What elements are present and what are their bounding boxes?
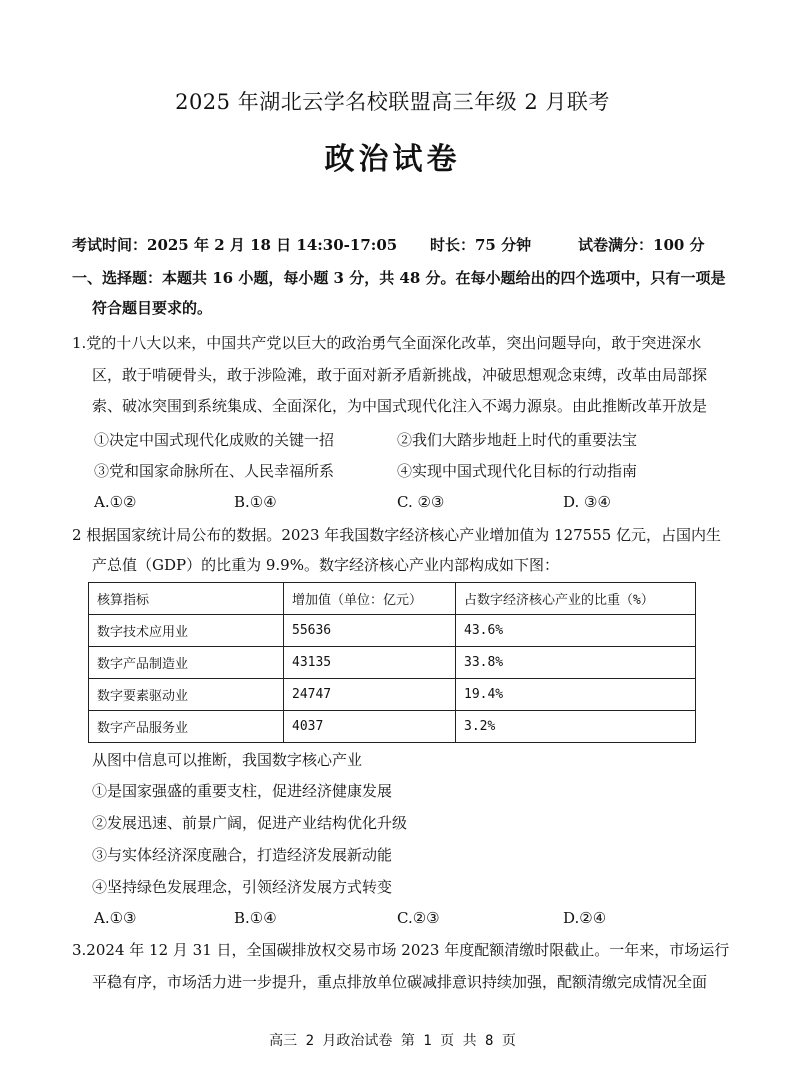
q2-question-stem: 从图中信息可以推断，我国数字核心产业 <box>92 751 363 769</box>
page-footer: 高三 2 月政治试卷 第 1 页 共 8 页 <box>269 1033 516 1049</box>
exam-time: 考试时间：2025 年 2 月 18 日 14:30-17:05 <box>72 236 398 254</box>
table-header-cell: 增加值（单位：亿元） <box>284 583 456 615</box>
q1-stem-line: 1.党的十八大以来，中国共产党以巨大的政治勇气全面深化改革，突出问题导向，敢于突进深水 <box>72 334 702 352</box>
table-cell: 数字产品服务业 <box>89 711 284 743</box>
table-cell: 数字产品制造业 <box>89 647 284 679</box>
subject-title: 政治试卷 <box>324 142 461 177</box>
table-header-row <box>89 583 696 615</box>
table-row <box>89 647 696 679</box>
table-row <box>89 711 696 743</box>
table-row <box>89 615 696 647</box>
q3-stem-line: 平稳有序，市场活力进一步提升，重点排放单位碳减排意识持续加强，配额清缴完成情况全面 <box>92 973 708 991</box>
q1-statement: ①决定中国式现代化成败的关键一招 <box>94 431 335 449</box>
table-header-cell: 占数字经济核心产业的比重（%） <box>456 583 696 615</box>
section-heading: 一、选择题：本题共 16 小题，每小题 3 分，共 48 分。在每小题给出的四个选项中，只有一项是 <box>72 269 726 287</box>
q2-option-a: A.①③ <box>94 909 137 927</box>
q2-option-b: B.①④ <box>234 909 277 927</box>
q2-statement: ④坚持绿色发展理念，引领经济发展方式转变 <box>92 878 393 896</box>
table-row <box>89 679 696 711</box>
table-cell: 4037 <box>284 711 456 743</box>
exam-title: 2025 年湖北云学名校联盟高三年级 2 月联考 <box>175 90 610 114</box>
q1-stem-line: 索、破冰突围到系统集成、全面深化，为中国式现代化注入不竭力源泉。由此推断改革开放是 <box>92 397 708 415</box>
q2-option-d: D.②④ <box>563 909 607 927</box>
q2-option-c: C.②③ <box>397 909 440 927</box>
q1-option-b: B.①④ <box>234 493 277 511</box>
exam-full-score: 试卷满分：100 分 <box>578 236 705 254</box>
q1-statement: ④实现中国式现代化目标的行动指南 <box>397 462 638 480</box>
table-cell: 3.2% <box>456 711 696 743</box>
data-table <box>88 582 696 743</box>
table-cell: 数字要素驱动业 <box>89 679 284 711</box>
q1-option-c: C. ②③ <box>397 493 445 511</box>
section-heading-cont: 符合题目要求的。 <box>92 299 213 317</box>
q1-stem-line: 区，敢于啃硬骨头，敢于涉险滩，敢于面对新矛盾新挑战，冲破思想观念束缚，改革由局部探 <box>92 366 708 384</box>
table-cell: 55636 <box>284 615 456 647</box>
q1-statement: ③党和国家命脉所在、人民幸福所系 <box>94 462 335 480</box>
q2-stem-line: 2 根据国家统计局公布的数据。2023 年我国数字经济核心产业增加值为 127555 亿元，占国内生 <box>72 526 722 544</box>
table-cell: 24747 <box>284 679 456 711</box>
q2-statement: ①是国家强盛的重要支柱，促进经济健康发展 <box>92 782 393 800</box>
table-cell: 数字技术应用业 <box>89 615 284 647</box>
table-cell: 43135 <box>284 647 456 679</box>
q2-statement: ②发展迅速、前景广阔，促进产业结构优化升级 <box>92 814 408 832</box>
q2-stem-line: 产总值（GDP）的比重为 9.9%。数字经济核心产业内部构成如下图： <box>92 556 559 574</box>
exam-duration: 时长：75 分钟 <box>430 236 532 254</box>
q1-statement: ②我们大踏步地赶上时代的重要法宝 <box>397 431 638 449</box>
table-cell: 19.4% <box>456 679 696 711</box>
q1-option-a: A.①② <box>94 493 137 511</box>
q1-option-d: D. ③④ <box>563 493 611 511</box>
table-header-cell: 核算指标 <box>89 583 284 615</box>
table-cell: 43.6% <box>456 615 696 647</box>
table-cell: 33.8% <box>456 647 696 679</box>
q2-statement: ③与实体经济深度融合，打造经济发展新动能 <box>92 846 393 864</box>
q3-stem-line: 3.2024 年 12 月 31 日，全国碳排放权交易市场 2023 年度配额清缴时限截止。一年来，市场运行 <box>72 941 730 959</box>
